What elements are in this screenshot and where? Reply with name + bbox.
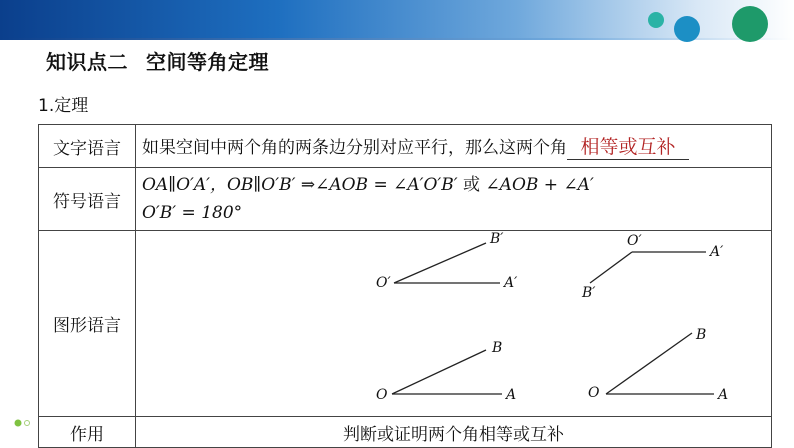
table-row-symbol	[39, 168, 772, 231]
label-A-prime-2: A′	[710, 244, 724, 260]
figure-cell	[136, 231, 772, 417]
symbol-sum: ∠AOB + ∠A′	[485, 175, 594, 195]
symbol-or: 或	[463, 175, 481, 195]
row-label-figure: 图形语言	[39, 231, 136, 417]
table-row-figure	[39, 231, 772, 417]
label-B: B	[492, 340, 503, 356]
decor-dot-large	[732, 6, 768, 42]
symbol-implies: ⇒∠AOB = ∠A′O′B′	[300, 175, 458, 195]
label-O: O	[376, 387, 388, 403]
label-O-prime: O′	[376, 275, 391, 291]
figure-bottom-left	[376, 340, 516, 403]
figure-top-left	[376, 231, 518, 291]
label-O-prime-2: O′	[627, 233, 642, 249]
answer-blank: 相等或互补	[567, 132, 689, 160]
decor-dot-small	[648, 12, 664, 28]
row-label-usage: 作用	[39, 417, 136, 448]
banner-divider	[0, 38, 794, 40]
row-label-symbol: 符号语言	[39, 168, 136, 231]
symbol-statement	[136, 168, 772, 231]
text-statement	[136, 125, 772, 168]
angle-figures	[136, 231, 772, 411]
symbol-line-1	[142, 171, 771, 199]
label-B-2: B	[696, 327, 707, 343]
symbol-parallel: OA∥O′A′，OB∥O′B′	[142, 175, 296, 195]
figure-top-right	[581, 233, 724, 301]
figure-bottom-right	[588, 327, 728, 403]
symbol-line-2: O′B′ = 180°	[142, 203, 243, 223]
section-heading: 空间等角定理	[146, 50, 269, 74]
section-number: 知识点二	[46, 50, 128, 74]
text-statement-body: 如果空间中两个角的两条边分别对应平行，那么这两个角	[142, 138, 567, 158]
label-A: A	[506, 387, 517, 403]
theorem-table	[38, 124, 772, 448]
table-row-text	[39, 125, 772, 168]
section-title	[46, 46, 269, 75]
decor-dot-medium	[674, 16, 700, 42]
label-O-2: O	[588, 385, 600, 401]
usage-statement: 判断或证明两个角相等或互补	[136, 417, 772, 448]
label-A-prime: A′	[504, 275, 518, 291]
footer-decor	[14, 418, 36, 428]
label-B-prime-2: B′	[582, 285, 596, 301]
table-row-usage	[39, 417, 772, 448]
label-A-2: A	[718, 387, 729, 403]
label-B-prime: B′	[490, 231, 504, 247]
row-label-text: 文字语言	[39, 125, 136, 168]
sub-title: 1.定理	[38, 96, 89, 116]
